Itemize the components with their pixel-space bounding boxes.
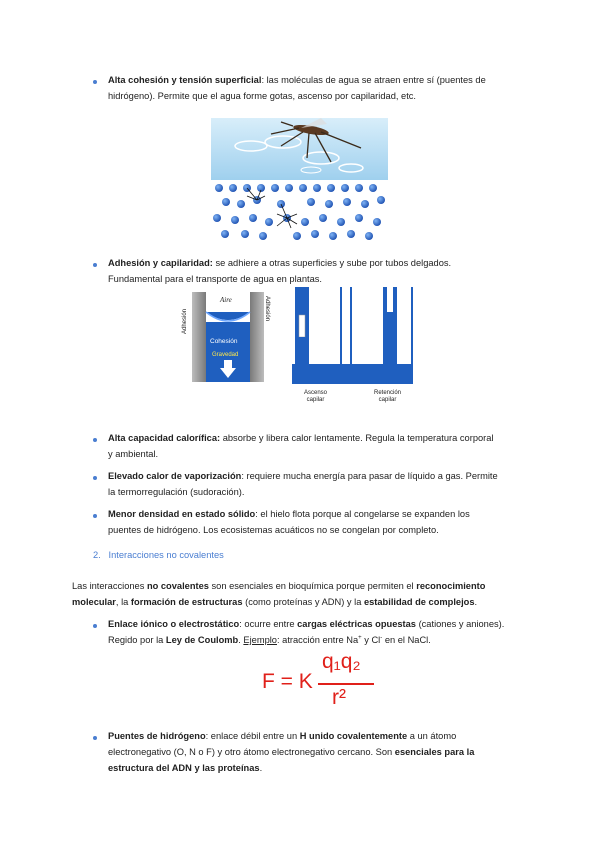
ionic-label: Enlace iónico o electrostático xyxy=(108,619,240,629)
formula-numerator: q₁q₂ xyxy=(322,650,361,673)
adhesion-paragraph: Adhesión y capilaridad: se adhiere a otras superficies y sube por tubos delgados. Fundamental para el transporte de agua en plantas. xyxy=(108,258,452,284)
vaporization-paragraph: Elevado calor de vaporización: requiere mucha energía para pasar de líquido a gas. Permite la termorregulación (sudoración). xyxy=(108,471,498,497)
vaporization-label: Elevado calor de vaporización xyxy=(108,471,242,481)
bullet-dot xyxy=(93,438,97,442)
capillarity-figure xyxy=(180,282,420,410)
formula-denominator: r² xyxy=(332,686,346,709)
bullet-dot xyxy=(93,476,97,480)
hbond-label: Puentes de hidrógeno xyxy=(108,731,206,741)
intro-paragraph: Las interacciones no covalentes son esenciales en bioquímica porque permiten el reconocimiento molecular, la formación de estructuras (como proteínas y ADN) y la estabilidad de complejos. xyxy=(72,581,486,607)
retention-label: Retención capilar xyxy=(374,390,402,403)
bullet-dot xyxy=(93,736,97,740)
cohesion-label: Alta cohesión y tensión superficial xyxy=(108,75,262,85)
ascent-label: Ascenso capilar xyxy=(304,390,328,403)
adhesion-left-label: Adhesión xyxy=(182,308,188,334)
density-paragraph: Menor densidad en estado sólido: el hielo flota porque al congelarse se expanden los puentes de hidrógeno. Los ecosistemas acuáticos no se congelan por completo. xyxy=(108,509,470,535)
surface-tension-figure xyxy=(211,118,388,240)
adhesion-label: Adhesión y capilaridad: xyxy=(108,258,213,268)
bullet-dot xyxy=(93,514,97,518)
heat-capacity-paragraph: Alta capacidad calorífica: absorbe y libera calor lentamente. Regula la temperatura corporal y ambiental. xyxy=(108,433,494,459)
air-label: Aire xyxy=(220,296,232,304)
density-label: Menor densidad en estado sólido xyxy=(108,509,256,519)
adhesion-right-label: Adhesión xyxy=(264,296,270,322)
heat-capacity-label: Alta capacidad calorífica: xyxy=(108,433,221,443)
hbond-paragraph: Puentes de hidrógeno: enlace débil entre un H unido covalentemente a un átomo electronegativo (O, N o F) y otro átomo electronegativo cercano. Son esenciales para la estructura del ADN y las proteínas. xyxy=(108,731,475,773)
fraction-bar xyxy=(318,683,374,685)
bullet-dot xyxy=(93,263,97,267)
bullet-dot xyxy=(93,80,97,84)
section-heading: 2. Interacciones no covalentes xyxy=(93,550,224,560)
formula-lhs: F = K xyxy=(262,670,313,693)
bullet-dot xyxy=(93,624,97,628)
cohesion-paragraph: Alta cohesión y tensión superficial: las moléculas de agua se atraen entre sí (puentes de hidrógeno). Permite que el agua forme gotas, ascenso por capilaridad, etc. xyxy=(108,75,486,101)
ionic-paragraph: Enlace iónico o electrostático: ocurre entre cargas eléctricas opuestas (cationes y aniones). Regido por la Ley de Coulomb. Ejemplo: atracción entre Na+ y Cl- en el NaCl. xyxy=(108,619,505,645)
gravity-label: Gravedad xyxy=(212,352,239,358)
cohesion-figure-label: Cohesión xyxy=(210,338,238,345)
